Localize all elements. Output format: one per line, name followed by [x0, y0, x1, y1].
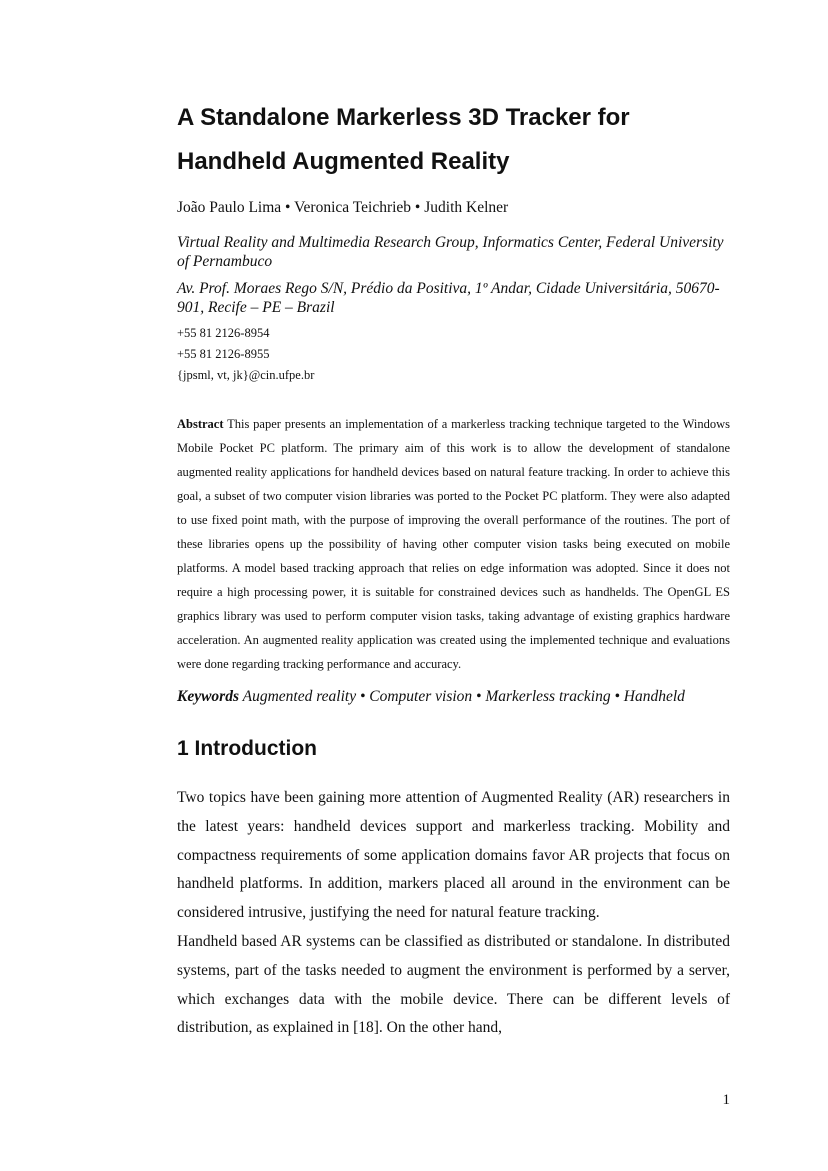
title-line-2: Handheld Augmented Reality — [177, 148, 510, 175]
abstract — [177, 412, 730, 676]
keywords — [177, 686, 730, 708]
author-list: João Paulo Lima • Veronica Teichrieb • Judith Kelner — [177, 199, 509, 216]
introduction-body — [177, 784, 730, 1043]
section-heading: 1 Introduction — [177, 737, 317, 760]
fax-number: +55 81 2126-8955 — [177, 347, 270, 361]
keywords-text: Augmented reality • Computer vision • Markerless tracking • Handheld — [242, 688, 685, 705]
intro-paragraph-2: Handheld based AR systems can be classified as distributed or standalone. In distributed systems, part of the tasks needed to augment the environment is performed by a server, which exchanges data with the mobile device. There can be different levels of distribution, as explained in [18]. On the other hand, — [177, 932, 730, 1037]
page-content — [177, 96, 730, 1043]
phone-number: +55 81 2126-8954 — [177, 326, 270, 340]
email-address: {jpsml, vt, jk}@cin.ufpe.br — [177, 368, 315, 382]
paper-title — [177, 96, 730, 184]
keywords-label: Keywords — [177, 688, 239, 705]
postal-address: Av. Prof. Moraes Rego S/N, Prédio da Positiva, 1º Andar, Cidade Universitária, 50670-901, Recife – PE – Brazil — [177, 280, 720, 316]
title-line-1: A Standalone Markerless 3D Tracker for — [177, 104, 630, 131]
abstract-label: Abstract — [177, 417, 224, 431]
contact-block — [177, 323, 730, 386]
page-number: 1 — [722, 1092, 730, 1108]
intro-paragraph-1: Two topics have been gaining more attention of Augmented Reality (AR) researchers in the latest years: handheld devices support and markerless tracking. Mobility and compactness requirements of some application domains favor AR projects that focus on handheld platforms. In addition, markers placed all around in the environment can be considered intrusive, justifying the need for natural feature tracking. — [177, 789, 730, 922]
abstract-text: This paper presents an implementation of a markerless tracking technique targeted to the Windows Mobile Pocket PC platform. The primary aim of this work is to allow the development of standalone augmented reality applications for handheld devices based on natural feature tracking. In order to achieve this goal, a subset of two computer vision libraries was ported to the Pocket PC platform. They were also adapted to use fixed point math, with the purpose of improving the overall performance of the routines. The port of these libraries opens up the possibility of having other computer vision tasks being executed on mobile platforms. A model based tracking approach that relies on edge information was adopted. Since it does not require a high processing power, it is suitable for constrained devices such as handhelds. The OpenGL ES graphics library was used to perform computer vision tasks, taking advantage of existing graphics hardware acceleration. An augmented reality application was created using the implemented technique and evaluations were done regarding tracking performance and accuracy. — [177, 417, 730, 671]
affiliation: Virtual Reality and Multimedia Research Group, Informatics Center, Federal University of Pernambuco — [177, 234, 724, 270]
